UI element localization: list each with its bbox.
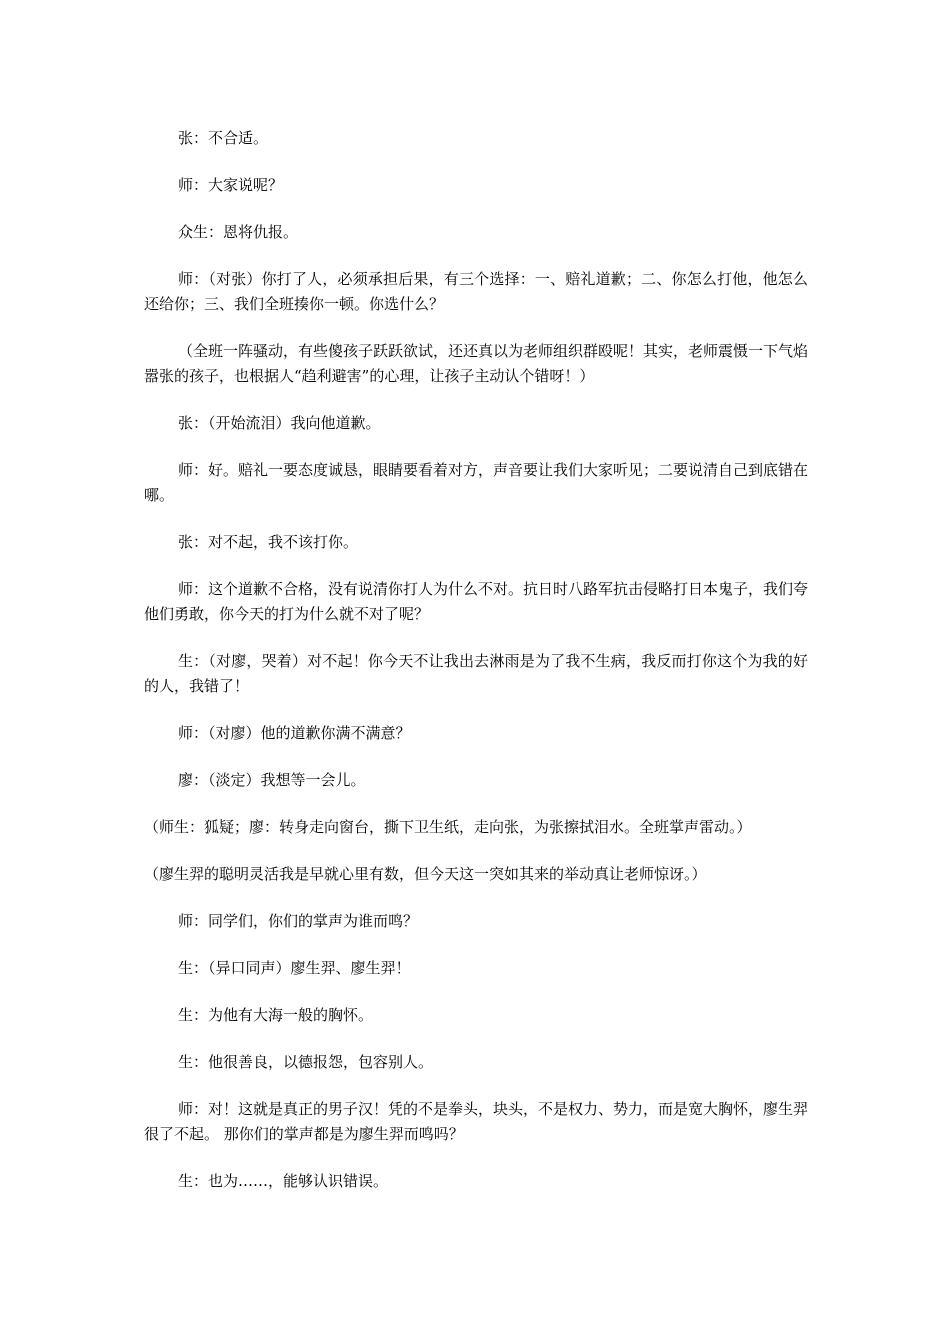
paragraph-17: 生：为他有大海一般的胸怀。: [178, 1006, 374, 1024]
paragraph-8: 张：对不起，我不该打你。: [178, 533, 359, 551]
paragraph-6: 张：（开始流泪）我向他道歉。: [178, 414, 381, 432]
paragraph-20: 生：也为……，能够认识错误。: [178, 1172, 389, 1190]
paragraph-12: 廖：（淡定）我想等一会儿。: [178, 771, 366, 789]
paragraph-13: （师生：狐疑；廖：转身走向窗台，撕下卫生纸，走向张，为张擦拭泪水。全班掌声雷动。）: [144, 818, 752, 836]
paragraph-7: 师：好。赔礼一要态度诚恳，眼睛要看着对方，声音要让我们大家听见；二要说清自己到底错在哪。: [144, 461, 809, 504]
paragraph-4: 师：（对张）你打了人，必须承担后果，有三个选择：一、赔礼道歉；二、你怎么打他，他怎么还给你；三、我们全班揍你一顿。你选什么？: [144, 270, 808, 313]
paragraph-5: （全班一阵骚动，有些傻孩子跃跃欲试，还还真以为老师组织群殴呢！其实，老师震慑一下气焰嚣张的孩子，也根据人“趋利避害”的心理，让孩子主动认个错呀！）: [144, 342, 809, 385]
paragraph-15: 师：同学们，你们的掌声为谁而鸣？: [178, 912, 419, 930]
paragraph-10: 生：（对廖，哭着）对不起！你今天不让我出去淋雨是为了我不生病，我反而打你这个为我的好的人，我错了！: [144, 652, 808, 695]
paragraph-2: 师：大家说呢？: [178, 176, 284, 194]
paragraph-18: 生：他很善良，以德报怨，包容别人。: [178, 1053, 434, 1071]
document-body: [144, 126, 808, 1216]
paragraph-1: 张：不合适。: [178, 129, 269, 147]
paragraph-11: 师：（对廖）他的道歉你满不满意？: [178, 724, 411, 742]
paragraph-9: 师：这个道歉不合格，没有说清你打人为什么不对。抗日时八路军抗击侵略打日本鬼子，我们夸他们勇敢，你今天的打为什么就不对了呢？: [144, 580, 809, 623]
paragraph-16: 生：（异口同声）廖生羿、廖生羿！: [178, 959, 411, 977]
paragraph-19: 师：对！这就是真正的男子汉！凭的不是拳头，块头，不是权力、势力，而是宽大胸怀，廖生羿很了不起。 那你们的掌声都是为廖生羿而鸣吗？: [144, 1100, 809, 1143]
paragraph-14: （廖生羿的聪明灵活我是早就心里有数，但今天这一突如其来的举动真让老师惊讶。）: [144, 865, 707, 883]
paragraph-3: 众生：恩将仇报。: [178, 223, 299, 241]
